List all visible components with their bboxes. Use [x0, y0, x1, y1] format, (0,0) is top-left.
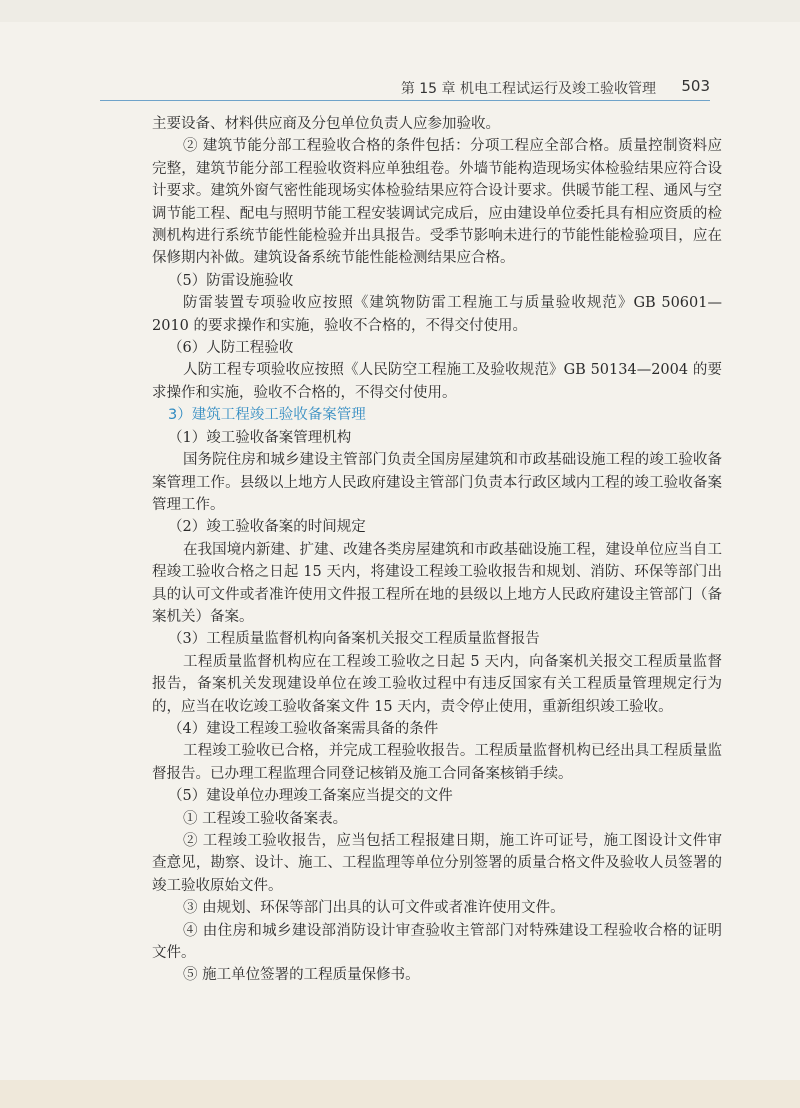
subsection-heading: （5）防雷设施验收 — [168, 272, 294, 289]
body-paragraph: 国务院住房和城乡建设主管部门负责全国房屋建筑和市政基础设施工程的竣工验收备案管理工作。县级以上地方人民政府建设主管部门负责本行政区域内工程的竣工验收备案管理工作。 — [152, 452, 722, 513]
page-body — [152, 113, 722, 987]
body-paragraph: 防雷装置专项验收应按照《建筑物防雷工程施工与质量验收规范》GB 50601—2010 的要求操作和实施，验收不合格的，不得交付使用。 — [152, 295, 722, 334]
body-paragraph: ③ 由规划、环保等部门出具的认可文件或者准许使用文件。 — [183, 900, 565, 917]
subsection-heading: （3）工程质量监督机构向备案机关报交工程质量监督报告 — [168, 631, 540, 648]
bottom-margin-band — [0, 1080, 800, 1108]
body-paragraph: ④ 由住房和城乡建设部消防设计审查验收主管部门对特殊建设工程验收合格的证明文件。 — [152, 922, 722, 962]
running-header — [100, 74, 710, 101]
body-paragraph: ① 工程竣工验收备案表。 — [183, 810, 348, 827]
body-paragraph: ② 工程竣工验收报告，应当包括工程报建日期，施工许可证号，施工图设计文件审查意见，勘察、设计、施工、工程监理等单位分别签署的质量合格文件及验收人员签署的竣工验收原始文件。 — [152, 833, 722, 894]
top-margin-band — [0, 0, 800, 22]
body-paragraph: 在我国境内新建、扩建、改建各类房屋建筑和市政基础设施工程，建设单位应当自工程竣工验收合格之日起 15 天内，将建设工程竣工验收报告和规划、消防、环保等部门出具的认可文件或者准许使用文件报工程所在地的县级以上地方人民政府建设主管部门（备案机关）备案。 — [152, 541, 722, 625]
subsection-heading: （5）建设单位办理竣工备案应当提交的文件 — [168, 788, 453, 805]
body-paragraph: 人防工程专项验收应按照《人民防空工程施工及验收规范》GB 50134—2004 的要求操作和实施，验收不合格的，不得交付使用。 — [152, 362, 722, 401]
page-number: 503 — [681, 77, 710, 95]
chapter-title: 第 15 章 机电工程试运行及竣工验收管理 — [400, 81, 656, 97]
body-paragraph: 工程竣工验收已合格，并完成工程验收报告。工程质量监督机构已经出具工程质量监督报告。已办理工程监理合同登记核销及施工合同备案核销手续。 — [152, 743, 722, 782]
subsection-heading: （4）建设工程竣工验收备案需具备的条件 — [168, 720, 439, 737]
section-heading: 3）建筑工程竣工验收备案管理 — [168, 407, 366, 424]
body-paragraph: 工程质量监督机构应在工程竣工验收之日起 5 天内，向备案机关报交工程质量监督报告，备案机关发现建设单位在竣工验收过程中有违反国家有关工程质量管理规定行为的，应当在收讫竣工验收备案文件 15 天内，责令停止使用，重新组织竣工验收。 — [152, 653, 722, 715]
subsection-heading: （6）人防工程验收 — [168, 340, 294, 357]
subsection-heading: （1）竣工验收备案管理机构 — [168, 429, 352, 446]
body-paragraph: ② 建筑节能分部工程验收合格的条件包括：分项工程应全部合格。质量控制资料应完整，建筑节能分部工程验收资料应单独组卷。外墙节能构造现场实体检验结果应符合设计要求。建筑外窗气密性能现场实体检验结果应符合设计要求。供暖节能工程、通风与空调节能工程、配电与照明节能工程安装调试完成后，应由建设单位委托具有相应资质的检测机构进行系统节能性能检验并出具报告。受季节影响未进行的节能性能检验项目，应在保修期内补做。建筑设备系统节能性能检测结果应合格。 — [152, 138, 722, 267]
body-paragraph: ⑤ 施工单位签署的工程质量保修书。 — [183, 967, 420, 984]
subsection-heading: （2）竣工验收备案的时间规定 — [168, 519, 366, 536]
body-paragraph: 主要设备、材料供应商及分包单位负责人应参加验收。 — [152, 116, 500, 132]
